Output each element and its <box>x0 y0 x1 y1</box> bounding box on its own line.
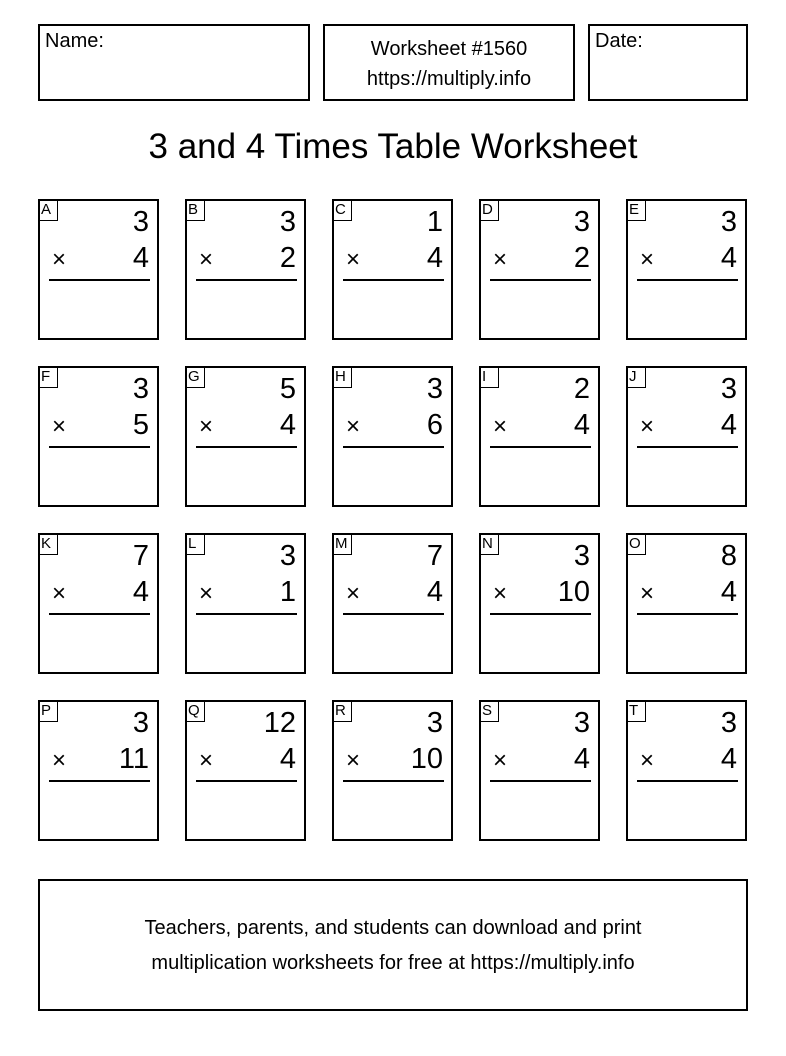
answer-line <box>490 446 591 448</box>
multiplicand: 12 <box>263 707 296 739</box>
worksheet-info-box <box>323 24 575 101</box>
problem-letter: A <box>38 199 58 221</box>
problem-letter: K <box>38 533 58 555</box>
answer-line <box>637 446 738 448</box>
multiply-sign: × <box>346 580 361 607</box>
multiplicand: 3 <box>720 206 737 238</box>
multiply-sign: × <box>346 747 361 774</box>
multiplicand: 5 <box>279 373 296 405</box>
multiplicand: 3 <box>279 206 296 238</box>
multiplier: 4 <box>720 576 737 608</box>
multiplicand: 3 <box>720 707 737 739</box>
problem-card[interactable] <box>185 199 306 340</box>
multiply-sign: × <box>346 413 361 440</box>
problem-card[interactable] <box>185 366 306 507</box>
answer-line <box>49 446 150 448</box>
worksheet-url: https://multiply.info <box>366 68 532 90</box>
multiply-sign: × <box>493 246 508 273</box>
multiplier: 4 <box>573 743 590 775</box>
multiply-sign: × <box>52 747 67 774</box>
multiply-sign: × <box>640 580 655 607</box>
multiplier: 4 <box>132 242 149 274</box>
multiplier: 4 <box>279 743 296 775</box>
problem-card[interactable] <box>38 533 159 674</box>
footer-line-2: multiplication worksheets for free at https://multiply.info <box>151 952 635 974</box>
multiply-sign: × <box>493 580 508 607</box>
problem-letter: L <box>185 533 205 555</box>
problem-letter: O <box>626 533 646 555</box>
answer-line <box>196 279 297 281</box>
multiplier: 11 <box>118 743 149 775</box>
worksheet-number: Worksheet #1560 <box>370 38 528 60</box>
multiplicand: 2 <box>573 373 590 405</box>
multiplier: 10 <box>410 743 443 775</box>
answer-line <box>49 279 150 281</box>
problem-card[interactable] <box>38 366 159 507</box>
problem-card[interactable] <box>626 700 747 841</box>
answer-line <box>49 613 150 615</box>
multiplier: 2 <box>573 242 590 274</box>
answer-line <box>637 279 738 281</box>
multiply-sign: × <box>640 246 655 273</box>
answer-line <box>490 279 591 281</box>
multiplicand: 7 <box>426 540 443 572</box>
answer-line <box>49 780 150 782</box>
problem-card[interactable] <box>479 199 600 340</box>
multiply-sign: × <box>199 246 214 273</box>
multiplier: 4 <box>279 409 296 441</box>
multiplicand: 3 <box>720 373 737 405</box>
multiplicand: 3 <box>279 540 296 572</box>
footer-box <box>38 879 748 1011</box>
multiplicand: 3 <box>426 373 443 405</box>
multiplier: 2 <box>279 242 296 274</box>
multiplier: 4 <box>720 242 737 274</box>
multiplier: 4 <box>720 743 737 775</box>
answer-line <box>196 446 297 448</box>
multiply-sign: × <box>52 246 67 273</box>
footer-line-1: Teachers, parents, and students can download and print <box>144 917 642 939</box>
multiply-sign: × <box>640 747 655 774</box>
answer-line <box>343 613 444 615</box>
problem-card[interactable] <box>332 366 453 507</box>
multiplier: 5 <box>132 409 149 441</box>
problem-letter: Q <box>185 700 205 722</box>
problem-card[interactable] <box>626 533 747 674</box>
answer-line <box>343 780 444 782</box>
page-title: 3 and 4 Times Table Worksheet <box>148 127 638 166</box>
date-label: Date: <box>595 30 643 52</box>
answer-line <box>490 780 591 782</box>
multiplier: 4 <box>426 576 443 608</box>
answer-line <box>490 613 591 615</box>
problem-card[interactable] <box>479 700 600 841</box>
answer-line <box>637 613 738 615</box>
multiplicand: 7 <box>132 540 149 572</box>
problem-letter: N <box>479 533 499 555</box>
problem-card[interactable] <box>332 700 453 841</box>
multiplier: 4 <box>720 409 737 441</box>
answer-line <box>196 780 297 782</box>
multiply-sign: × <box>199 580 214 607</box>
multiplicand: 1 <box>426 206 443 238</box>
name-box[interactable] <box>38 24 310 101</box>
multiplicand: 8 <box>720 540 737 572</box>
problem-letter: G <box>185 366 205 388</box>
problem-letter: H <box>332 366 352 388</box>
multiply-sign: × <box>199 413 214 440</box>
problem-card[interactable] <box>38 199 159 340</box>
multiplier: 4 <box>132 576 149 608</box>
multiplicand: 3 <box>132 373 149 405</box>
date-box[interactable] <box>588 24 748 101</box>
multiply-sign: × <box>52 580 67 607</box>
multiplicand: 3 <box>573 206 590 238</box>
multiplicand: 3 <box>132 707 149 739</box>
problem-card[interactable] <box>38 700 159 841</box>
multiply-sign: × <box>493 747 508 774</box>
answer-line <box>637 780 738 782</box>
multiply-sign: × <box>346 246 361 273</box>
problem-card[interactable] <box>185 533 306 674</box>
answer-line <box>343 446 444 448</box>
multiplicand: 3 <box>132 206 149 238</box>
multiply-sign: × <box>199 747 214 774</box>
problem-card[interactable] <box>479 533 600 674</box>
problem-letter: C <box>332 199 352 221</box>
answer-line <box>343 279 444 281</box>
multiplicand: 3 <box>426 707 443 739</box>
problem-card[interactable] <box>626 199 747 340</box>
problem-letter: I <box>479 366 499 388</box>
multiplicand: 3 <box>573 540 590 572</box>
problem-letter: B <box>185 199 205 221</box>
multiplier: 10 <box>557 576 590 608</box>
problem-card[interactable] <box>185 700 306 841</box>
answer-line <box>196 613 297 615</box>
problem-letter: P <box>38 700 58 722</box>
problem-card[interactable] <box>626 366 747 507</box>
problem-letter: J <box>626 366 646 388</box>
multiplier: 1 <box>279 576 296 608</box>
multiplicand: 3 <box>573 707 590 739</box>
multiplier: 4 <box>573 409 590 441</box>
problem-letter: S <box>479 700 499 722</box>
problem-card[interactable] <box>332 199 453 340</box>
problem-card[interactable] <box>479 366 600 507</box>
multiply-sign: × <box>52 413 67 440</box>
multiply-sign: × <box>640 413 655 440</box>
problem-card[interactable] <box>332 533 453 674</box>
problem-letter: D <box>479 199 499 221</box>
problem-letter: M <box>332 533 352 555</box>
problem-letter: R <box>332 700 352 722</box>
multiply-sign: × <box>493 413 508 440</box>
problem-letter: E <box>626 199 646 221</box>
multiplier: 4 <box>426 242 443 274</box>
problem-letter: F <box>38 366 58 388</box>
problem-letter: T <box>626 700 646 722</box>
name-label: Name: <box>45 30 104 52</box>
multiplier: 6 <box>426 409 443 441</box>
